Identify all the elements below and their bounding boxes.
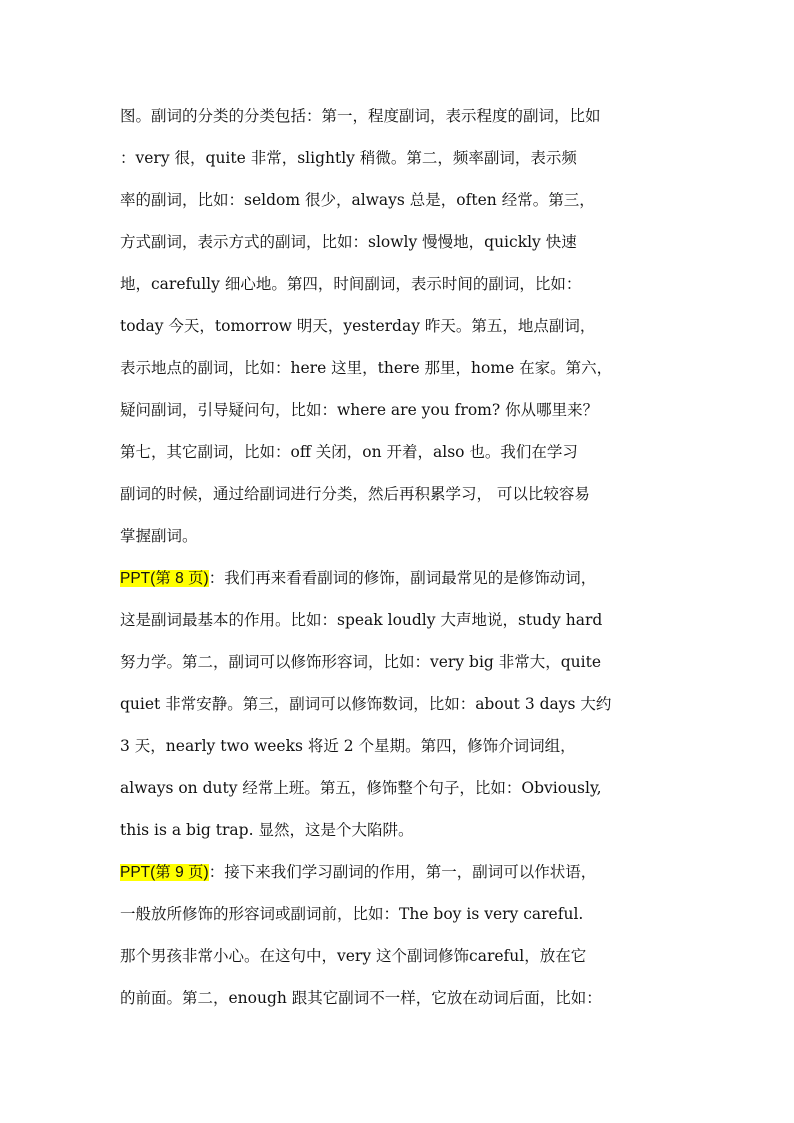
- ppt8-label: PPT(第 8 页): [120, 570, 209, 587]
- paragraph-line: 3 天，nearly two weeks 将近 2 个星期。第四，修饰介词词组，: [120, 737, 576, 755]
- paragraph-line: 第七，其它副词，比如：off 关闭，on 开着，also 也。我们在学习: [120, 443, 578, 461]
- paragraph-line: this is a big trap. 显然，这是个大陷阱。: [120, 821, 414, 839]
- paragraph-line: 率的副词，比如：seldom 很少，always 总是，often 经常。第三，: [120, 191, 595, 209]
- paragraph-line: 的前面。第二，enough 跟其它副词不一样，它放在动词后面，比如：: [120, 989, 602, 1007]
- ppt8-heading-line: [120, 563, 700, 593]
- paragraph-line: 那个男孩非常小心。在这句中，very 这个副词修饰careful，放在它: [120, 947, 587, 965]
- ppt9-label: PPT(第 9 页): [120, 864, 209, 881]
- paragraph-line: 努力学。第二，副词可以修饰形容词，比如：very big 非常大，quite: [120, 653, 602, 671]
- paragraph-line: 这是副词最基本的作用。比如：speak loudly 大声地说，study hard: [120, 611, 603, 629]
- paragraph-line: ：very 很，quite 非常，slightly 稍微。第二，频率副词，表示频: [120, 149, 577, 167]
- paragraph-line: quiet 非常安静。第三，副词可以修饰数词，比如：about 3 days 大约: [120, 695, 612, 713]
- paragraph-line: always on duty 经常上班。第五，修饰整个句子，比如：Obviously,: [120, 779, 602, 797]
- paragraph-line: 表示地点的副词，比如：here 这里，there 那里，home 在家。第六，: [120, 359, 613, 377]
- paragraph-line: 图。副词的分类的分类包括：第一，程度副词，表示程度的副词，比如: [120, 107, 601, 125]
- ppt9-first-line: ：接下来我们学习副词的作用，第一，副词可以作状语，: [208, 863, 597, 881]
- ppt9-heading-line: [120, 857, 700, 887]
- paragraph-line: today 今天，tomorrow 明天，yesterday 昨天。第五，地点副词，: [120, 317, 596, 335]
- paragraph-line: 一般放所修饰的形容词或副词前，比如：The boy is very careful.: [120, 905, 584, 923]
- paragraph-line: 地，carefully 细心地。第四，时间副词，表示时间的副词，比如：: [120, 275, 582, 293]
- paragraph-line: 疑问副词，引导疑问句，比如：where are you from? 你从哪里来？: [120, 401, 599, 419]
- paragraph-line: 掌握副词。: [120, 527, 198, 545]
- ppt8-first-line: ：我们再来看看副词的修饰，副词最常见的是修饰动词，: [208, 569, 597, 587]
- paragraph-line: 方式副词，表示方式的副词，比如：slowly 慢慢地，quickly 快速: [120, 233, 577, 251]
- paragraph-line: 副词的时候，通过给副词进行分类，然后再积累学习， 可以比较容易: [120, 485, 590, 503]
